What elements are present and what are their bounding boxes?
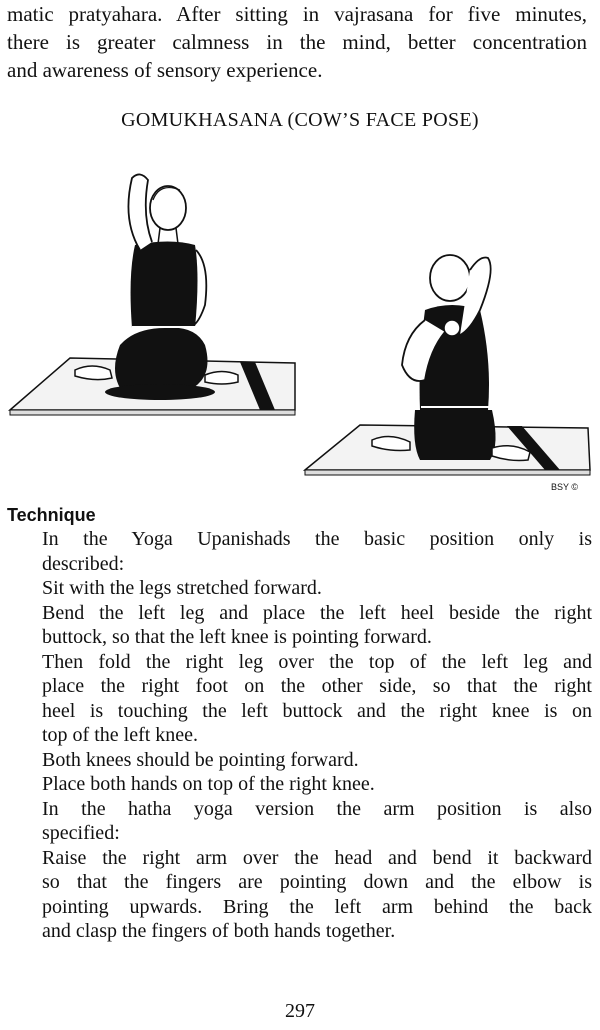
- intro-line: and awareness of sensory experience.: [7, 58, 323, 82]
- text-line: Sit with the legs stretched forward.: [42, 577, 322, 599]
- text-line: place the right foot on the other side, so that the right: [42, 675, 592, 697]
- technique-heading: Technique: [7, 505, 96, 525]
- intro-paragraph: [7, 0, 587, 84]
- illustration-credit: BSY ©: [551, 482, 578, 492]
- text-line: pointing upwards. Bring the left arm behind the back: [42, 895, 592, 918]
- text-line: In the Yoga Upanishads the basic position only is: [42, 528, 592, 550]
- text-line: and clasp the fingers of both hands together.: [42, 920, 396, 942]
- text-line: Place both hands on top of the right knee.: [42, 773, 375, 795]
- technique-paragraph: [42, 846, 592, 944]
- text-line: Both knees should be pointing forward.: [42, 748, 359, 771]
- text-line: top of the left knee.: [42, 724, 199, 746]
- text-line: heel is touching the left buttock and the right knee is on: [42, 699, 592, 722]
- technique-paragraph: [42, 748, 592, 773]
- technique-paragraph: [42, 576, 592, 601]
- intro-line: there is greater calmness in the mind, better concentration: [7, 30, 587, 54]
- intro-line: matic pratyahara. After sitting in vajrasana for five minutes,: [7, 2, 587, 26]
- text-line: Bend the left leg and place the left heel beside the right: [42, 601, 592, 624]
- text-line: In the hatha yoga version the arm position is also: [42, 797, 592, 820]
- technique-paragraph: [42, 527, 592, 576]
- section-title: GOMUKHASANA (COW’S FACE POSE): [121, 109, 479, 131]
- text-line: specified:: [42, 822, 120, 844]
- page-number: 297: [285, 1000, 315, 1022]
- text-line: buttock, so that the left knee is pointing forward.: [42, 626, 432, 648]
- text-line: described:: [42, 552, 125, 575]
- seated-figure-back-icon: [305, 255, 590, 475]
- pose-illustration: [0, 160, 600, 500]
- seated-figure-front-icon: [10, 174, 295, 415]
- text-line: Raise the right arm over the head and bend it backward: [42, 846, 592, 869]
- text-line: Then fold the right leg over the top of the left leg and: [42, 650, 592, 673]
- technique-paragraph: [42, 601, 592, 650]
- technique-paragraph: [42, 650, 592, 748]
- technique-paragraph: [42, 772, 592, 797]
- technique-body: [42, 527, 592, 944]
- technique-paragraph: [42, 797, 592, 846]
- text-line: so that the fingers are pointing down and the elbow is: [42, 871, 592, 893]
